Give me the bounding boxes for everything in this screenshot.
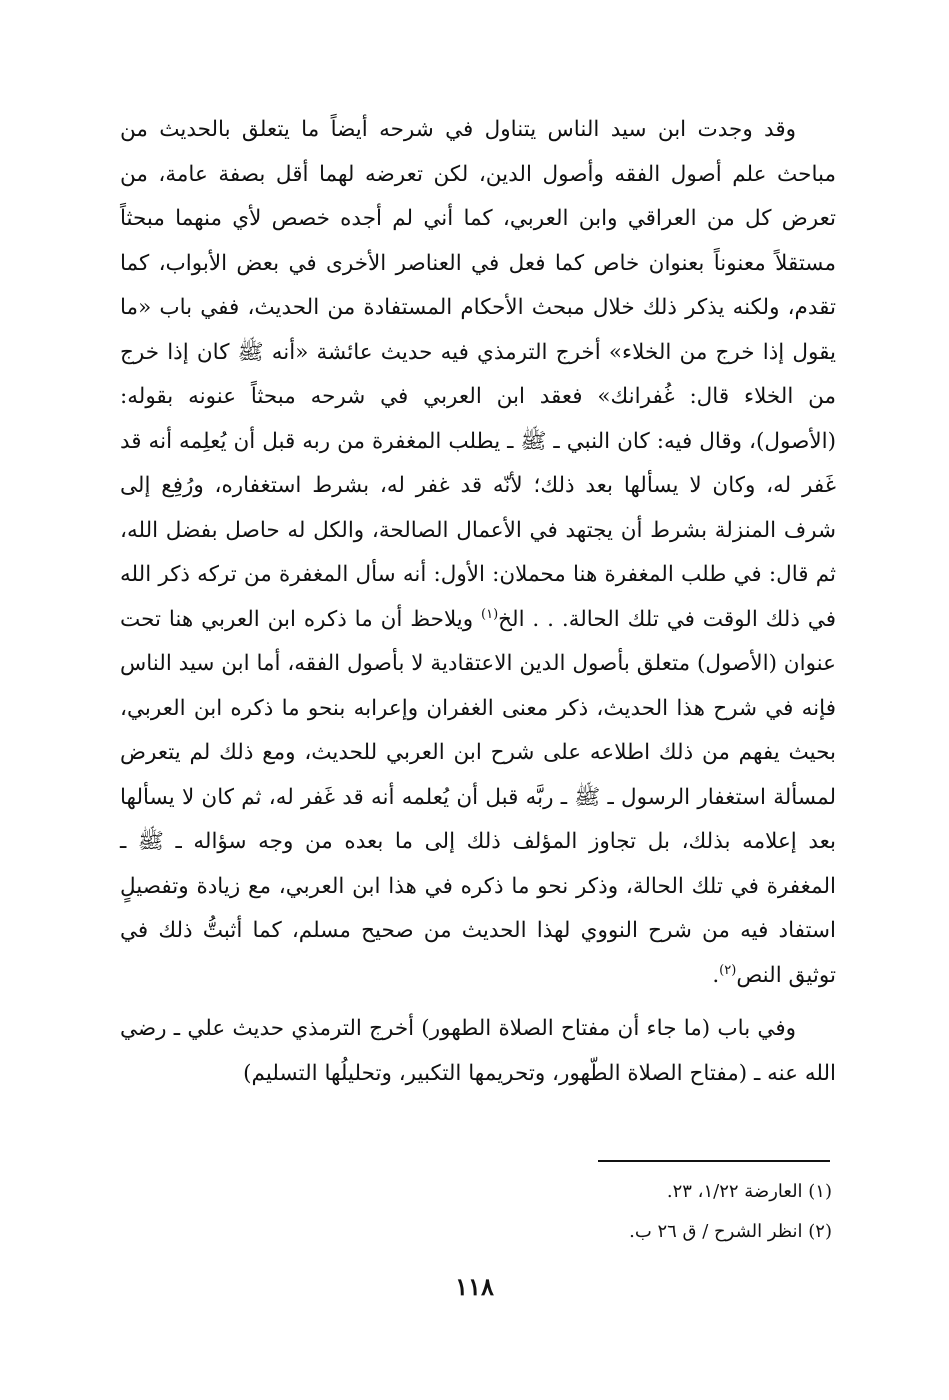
footnote-1: (١) العارضة ١/٢٢، ٢٣. [666, 1181, 832, 1202]
paragraph-1 [120, 108, 836, 998]
paragraph-1-end: . [712, 962, 720, 988]
footnote-2: (٢) انظر الشرح / ق ٢٦ ب. [629, 1221, 832, 1242]
footnote-ref-1: (١) [481, 606, 499, 622]
main-text [120, 108, 836, 1096]
page-number: ١١٨ [455, 1272, 494, 1301]
paragraph-1-continuation: ويلاحظ أن ما ذكره ابن العربي هنا تحت عنوان (الأصول) متعلق بأصول الدين الاعتقادية لا بأصول الفقه، أما ابن سيد الناس فإنه في شرح هذا الحديث، ذكر معنى الغفران وإعرابه بنحو ما ذكره ابن العربي، بحيث يفهم من ذلك اطلاعه على شرح ابن العربي للحديث، ومع ذلك لم يتعرض لمسألة استغفار الرسول ـ ﷺ ـ ربَّه قبل أن يُعلمه أنه قد غَفر له، ثم كان لا يسألها بعد إعلامه بذلك، بل تجاوز المؤلف ذلك إلى ما بعده من وجه سؤاله ـ ﷺ ـ المغفرة في تلك الحالة، وذكر نحو ما ذكره في هذا ابن العربي، مع زيادة وتفصيلٍ استفاد فيه من شرح النووي لهذا الحديث من صحيح مسلم، كما أثبتُّ ذلك في توثيق النص [120, 606, 836, 988]
paragraph-1-text: وقد وجدت ابن سيد الناس يتناول في شرحه أيضاً ما يتعلق بالحديث من مباحث علم أصول الفقه وأصول الدين، لكن تعرضه لهما أقل بصفة عامة، من تعرض كل من العراقي وابن العربي، كما أني لم أجده خصص لأي منهما مبحثاً مستقلاً معنوناً بعنوان خاص كما فعل في العناصر الأخرى في بعض الأبواب، كما تقدم، ولكنه يذكر ذلك خلال مبحث الأحكام المستفادة من الحديث، ففي باب «ما يقول إذا خرج من الخلاء» أخرج الترمذي فيه حديث عائشة «أنه ﷺ كان إذا خرج من الخلاء قال: غُفرانك» فعقد ابن العربي في شرحه مبحثاً عنونه بقوله: (الأصول)، وقال فيه: كان النبي ـ ﷺ ـ يطلب المغفرة من ربه قبل أن يُعلِمه أنه قد غَفر له، وكان لا يسألها بعد ذلك؛ لأنّه قد غفر له، بشرط استغفاره، ورُفِع إلى شرف المنزلة بشرط أن يجتهد في الأعمال الصالحة، والكل له حاصل بفضل الله، ثم قال: في طلب المغفرة هنا محملان: الأول: أنه سأل المغفرة من تركه ذكر الله في ذلك الوقت في تلك الحالة. . . الخ [120, 117, 836, 632]
paragraph-2: وفي باب (ما جاء أن مفتاح الصلاة الطهور) أخرج الترمذي حديث علي ـ رضي الله عنه ـ (مفتاح الصلاة الطّهور، وتحريمها التكبير، وتحليلُها التسليم) [120, 1016, 836, 1086]
footnotes [420, 1172, 832, 1252]
footnote-separator [598, 1160, 830, 1162]
footnote-ref-2: (٢) [719, 962, 737, 978]
